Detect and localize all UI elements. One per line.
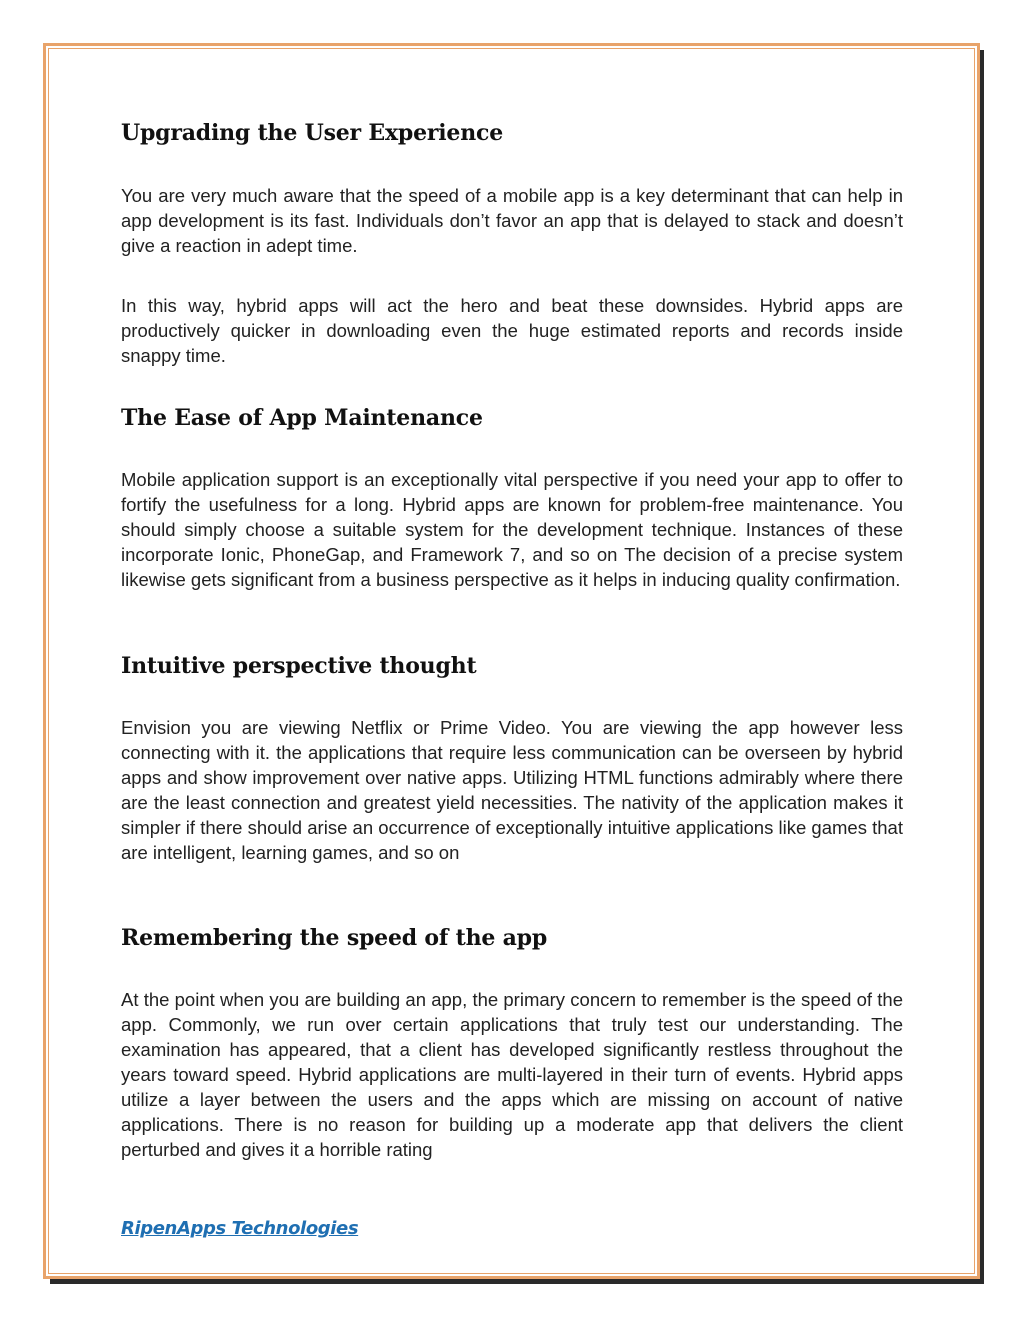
company-link[interactable]: RipenApps Technologies: [121, 1218, 359, 1239]
paragraph-speed-determinant: You are very much aware that the speed of a mobile app is a key determinant that can help in app development is its fast. Individuals don’t favor an app that is delayed to stack and doesn’t give a reaction in adept time.: [121, 185, 903, 256]
paragraph-hybrid-hero: In this way, hybrid apps will act the hero and beat these downsides. Hybrid apps are productively quicker in downloading even the huge estimated reports and records inside snappy time.: [121, 295, 903, 366]
section-heading-speed: Remembering the speed of the app: [121, 925, 548, 951]
section-heading-user-experience: Upgrading the User Experience: [121, 120, 504, 146]
paragraph-maintenance: Mobile application support is an exceptionally vital perspective if you need your app to offer to fortify the usefulness for a long. Hybrid apps are known for problem-free maintenance. You should simply choose a suitable system for the development technique. Instances of these incorporate Ionic, PhoneGap, and Framework 7, and so on The decision of a precise system likewise gets significant from a business perspective as it helps in inducing quality confirmation.: [121, 469, 903, 590]
paragraph-intuitive: Envision you are viewing Netflix or Prime Video. You are viewing the app however less connecting with it. the applications that require less communication can be overseen by hybrid apps and show improvement over native apps. Utilizing HTML functions admirably where there are the least connection and greatest yield necessities. The nativity of the application makes it simpler if there should arise an occurrence of exceptionally intuitive applications like games that are intelligent, learning games, and so on: [121, 717, 903, 863]
section-heading-intuitive: Intuitive perspective thought: [121, 653, 477, 679]
section-heading-maintenance: The Ease of App Maintenance: [121, 405, 483, 431]
paragraph-speed: At the point when you are building an app, the primary concern to remember is the speed of the app. Commonly, we run over certain applications that truly test our understanding. The examination has appeared, that a client has developed significantly restless throughout the years toward speed. Hybrid applications are multi-layered in their turn of events. Hybrid apps utilize a layer between the users and the apps which are missing on account of native applications. There is no reason for building up a moderate app that delivers the client perturbed and gives it a horrible rating: [121, 989, 903, 1160]
